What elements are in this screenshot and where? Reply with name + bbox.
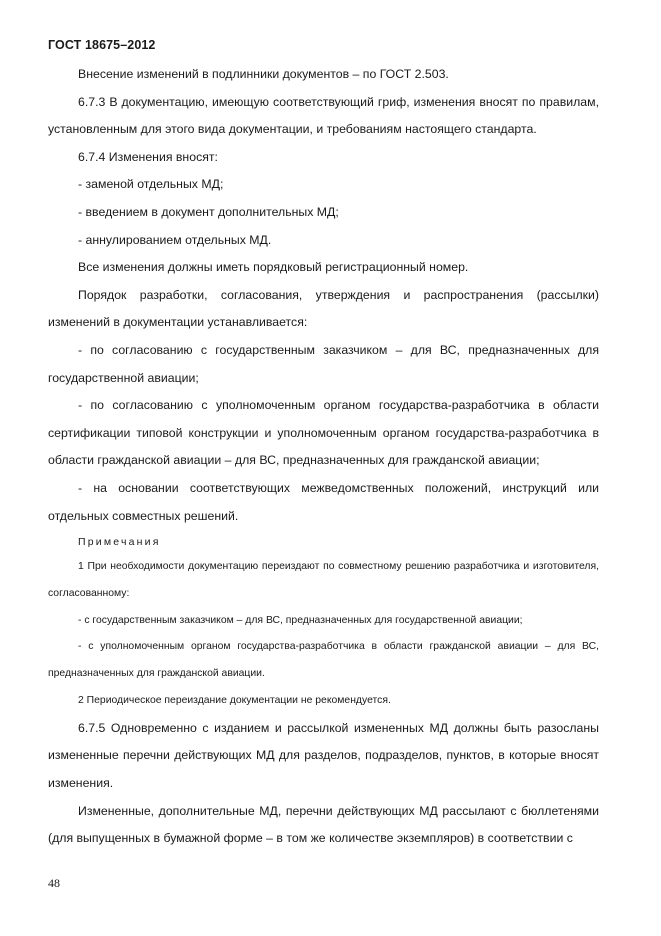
list-item: - введением в документ дополнительных МД; bbox=[78, 204, 339, 219]
list-item: - заменой отдельных МД; bbox=[78, 177, 224, 192]
paragraph: Внесение изменений в подлинники документов – по ГОСТ 2.503. bbox=[78, 67, 449, 81]
paragraph-6-7-5: 6.7.5 Одновременно с изданием и рассылкой измененных МД должны быть разосланы измененные перечни действующих МД для разделов, подразделов, пунктов, в которые вносят изменения. bbox=[48, 720, 599, 791]
paragraph-6-7-3: 6.7.3 В документацию, имеющую соответствующий гриф, изменения вносят по правилам, установленным для этого вида документации, и требованиям настоящего стандарта. bbox=[48, 94, 599, 137]
paragraph: Все изменения должны иметь порядковый регистрационный номер. bbox=[78, 260, 469, 275]
notes-title: Примечания bbox=[78, 536, 161, 549]
note-1: 1 При необходимости документацию переиздают по совместному решению разработчика и изготовителя, согласованному: bbox=[48, 561, 599, 599]
document-body bbox=[48, 61, 599, 853]
list-item: - по согласованию с государственным заказчиком – для ВС, предназначенных для государственной авиации; bbox=[48, 342, 599, 385]
note-list-item: - с уполномоченным органом государства-разработчика в области гражданской авиации – для ВС, предназначенных для гражданской авиации. bbox=[48, 641, 599, 680]
paragraph-6-7-4: 6.7.4 Изменения вносят: bbox=[78, 149, 218, 164]
list-item: - на основании соответствующих межведомственных положений, инструкций или отдельных совместных решений. bbox=[48, 480, 599, 523]
note-2: 2 Периодическое переиздание документации не рекомендуется. bbox=[78, 695, 391, 707]
note-list-item: - с государственным заказчиком – для ВС, предназначенных для государственной авиации; bbox=[78, 614, 523, 626]
document-header-code: ГОСТ 18675–2012 bbox=[48, 38, 156, 52]
page-number: 48 bbox=[48, 876, 60, 890]
list-item: - по согласованию с уполномоченным органом государства-разработчика в области сертификации типовой конструкции и уполномоченным органом государства-разработчика в области гражданской авиации – для ВС, предназначенных для гражданской авиации; bbox=[48, 398, 599, 468]
paragraph: Измененные, дополнительные МД, перечни действующих МД рассылают с бюллетенями (для выпущенных в бумажной форме – в том же количестве экземпляров) в соответствии с bbox=[48, 803, 599, 846]
paragraph: Порядок разработки, согласования, утверждения и распространения (рассылки) изменений в документации устанавливается: bbox=[48, 287, 599, 330]
list-item: - аннулированием отдельных МД. bbox=[78, 232, 272, 247]
